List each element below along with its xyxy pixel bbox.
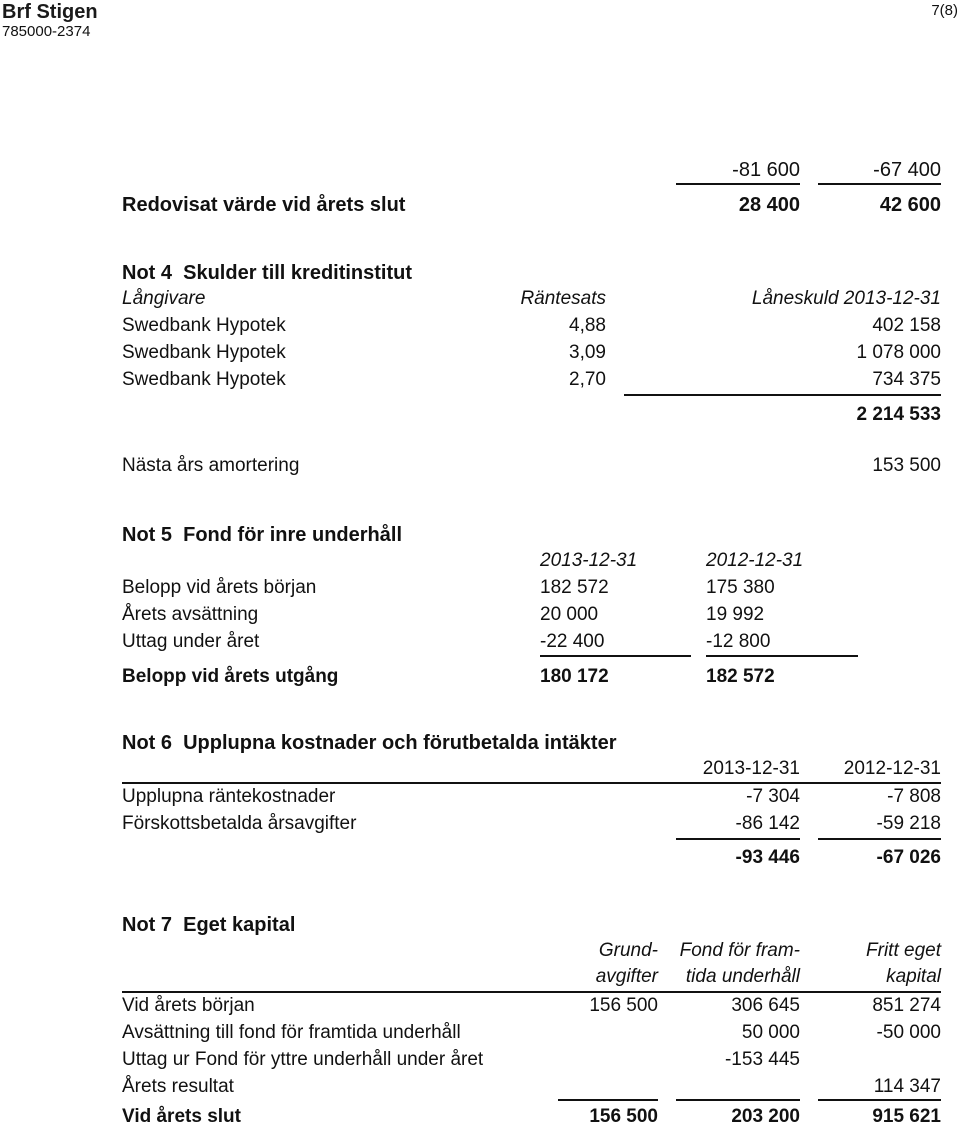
note6-row-label: Förskottsbetalda årsavgifter <box>122 813 357 834</box>
note6-row-2012: -7 808 <box>887 786 941 807</box>
note7-header-free-equity: kapital <box>886 966 941 987</box>
note4-total: 2 214 533 <box>856 404 941 425</box>
next-year-amortization-value: 153 500 <box>872 455 941 476</box>
closing-value-label: Redovisat värde vid årets slut <box>122 194 406 216</box>
note7-row-label: Uttag ur Fond för yttre underhåll under året <box>122 1049 484 1070</box>
note5-row-2012: 19 992 <box>706 604 765 625</box>
closing-value-2013: 28 400 <box>738 194 800 216</box>
page-number: 7(8) <box>931 2 958 19</box>
note4-debt: 1 078 000 <box>856 342 941 363</box>
note4-debt: 734 375 <box>872 369 941 390</box>
closing-value-2012: 42 600 <box>879 194 941 216</box>
underline <box>818 1099 941 1101</box>
note7-header-basic-fees: Grund- <box>598 940 658 961</box>
note5-total-label: Belopp vid årets utgång <box>122 666 339 687</box>
note4-lender: Swedbank Hypotek <box>122 342 286 363</box>
note7-row-label: Avsättning till fond för framtida underhåll <box>122 1022 461 1043</box>
note6-total-2012: -67 026 <box>876 847 941 868</box>
note5-row-2013: 20 000 <box>540 604 599 625</box>
org-number: 785000-2374 <box>2 23 91 40</box>
depreciation-2012: -67 400 <box>873 159 941 181</box>
underline <box>676 1099 800 1101</box>
note6-row-2012: -59 218 <box>876 813 941 834</box>
note6-row-2013: -86 142 <box>735 813 800 834</box>
note7-row-maintenance-fund: -153 445 <box>724 1049 800 1070</box>
note6-header-2013: 2013-12-31 <box>702 758 800 779</box>
note4-rate: 3,09 <box>569 342 606 363</box>
note4-lender: Swedbank Hypotek <box>122 369 286 390</box>
note4-header-rate: Räntesats <box>520 288 606 309</box>
note5-total-2013: 180 172 <box>540 666 609 687</box>
underline <box>818 183 941 185</box>
note5-total-2012: 182 572 <box>706 666 775 687</box>
note4-debt: 402 158 <box>872 315 941 336</box>
note7-total-maintenance-fund: 203 200 <box>731 1106 800 1127</box>
underline <box>818 838 941 840</box>
note5-row-2013: 182 572 <box>540 577 609 598</box>
note5-title: Not 5 Fond för inre underhåll <box>122 524 402 546</box>
header-rule <box>122 991 941 993</box>
note7-header-maintenance-fund: tida underhåll <box>685 966 800 987</box>
next-year-amortization-label: Nästa års amortering <box>122 455 300 476</box>
underline <box>624 394 941 396</box>
note6-title: Not 6 Upplupna kostnader och förutbetalda intäkter <box>122 732 617 754</box>
note5-row-label: Årets avsättning <box>122 604 259 625</box>
note5-header-2013: 2013-12-31 <box>540 550 638 571</box>
note5-row-label: Uttag under året <box>122 631 260 652</box>
note4-rate: 2,70 <box>569 369 606 390</box>
note6-header-2012: 2012-12-31 <box>843 758 941 779</box>
note4-header-debt: Låneskuld 2013-12-31 <box>751 288 941 309</box>
note7-row-free-equity: -50 000 <box>876 1022 941 1043</box>
note7-row-free-equity: 851 274 <box>872 995 941 1016</box>
note7-row-free-equity: 114 347 <box>873 1076 941 1097</box>
note7-row-basic-fees: 156 500 <box>589 995 658 1016</box>
underline <box>558 1099 658 1101</box>
note7-row-maintenance-fund: 306 645 <box>731 995 800 1016</box>
note5-header-2012: 2012-12-31 <box>706 550 804 571</box>
note7-header-basic-fees: avgifter <box>595 966 658 987</box>
note6-row-2013: -7 304 <box>746 786 800 807</box>
note7-total-label: Vid årets slut <box>122 1106 241 1127</box>
depreciation-2013: -81 600 <box>732 159 800 181</box>
note6-total-2013: -93 446 <box>735 847 800 868</box>
note4-lender: Swedbank Hypotek <box>122 315 286 336</box>
underline <box>676 183 800 185</box>
note7-total-basic-fees: 156 500 <box>589 1106 658 1127</box>
company-name: Brf Stigen <box>2 1 98 23</box>
underline <box>676 838 800 840</box>
note7-total-free-equity: 915 621 <box>872 1106 941 1127</box>
note5-row-2012: 175 380 <box>706 577 775 598</box>
note6-row-label: Upplupna räntekostnader <box>122 786 336 807</box>
note5-row-2012: -12 800 <box>706 631 771 652</box>
underline <box>706 655 858 657</box>
note7-row-label: Årets resultat <box>122 1076 234 1097</box>
note4-title: Not 4 Skulder till kreditinstitut <box>122 262 413 284</box>
note4-header-lender: Långivare <box>122 288 206 309</box>
note5-row-label: Belopp vid årets början <box>122 577 317 598</box>
note7-header-maintenance-fund: Fond för fram- <box>679 940 800 961</box>
note7-title: Not 7 Eget kapital <box>122 914 296 936</box>
note7-row-maintenance-fund: 50 000 <box>741 1022 800 1043</box>
header-rule <box>122 782 941 784</box>
note4-rate: 4,88 <box>569 315 606 336</box>
note5-row-2013: -22 400 <box>540 631 605 652</box>
note7-header-free-equity: Fritt eget <box>866 940 941 961</box>
note7-row-label: Vid årets början <box>122 995 255 1016</box>
underline <box>540 655 691 657</box>
